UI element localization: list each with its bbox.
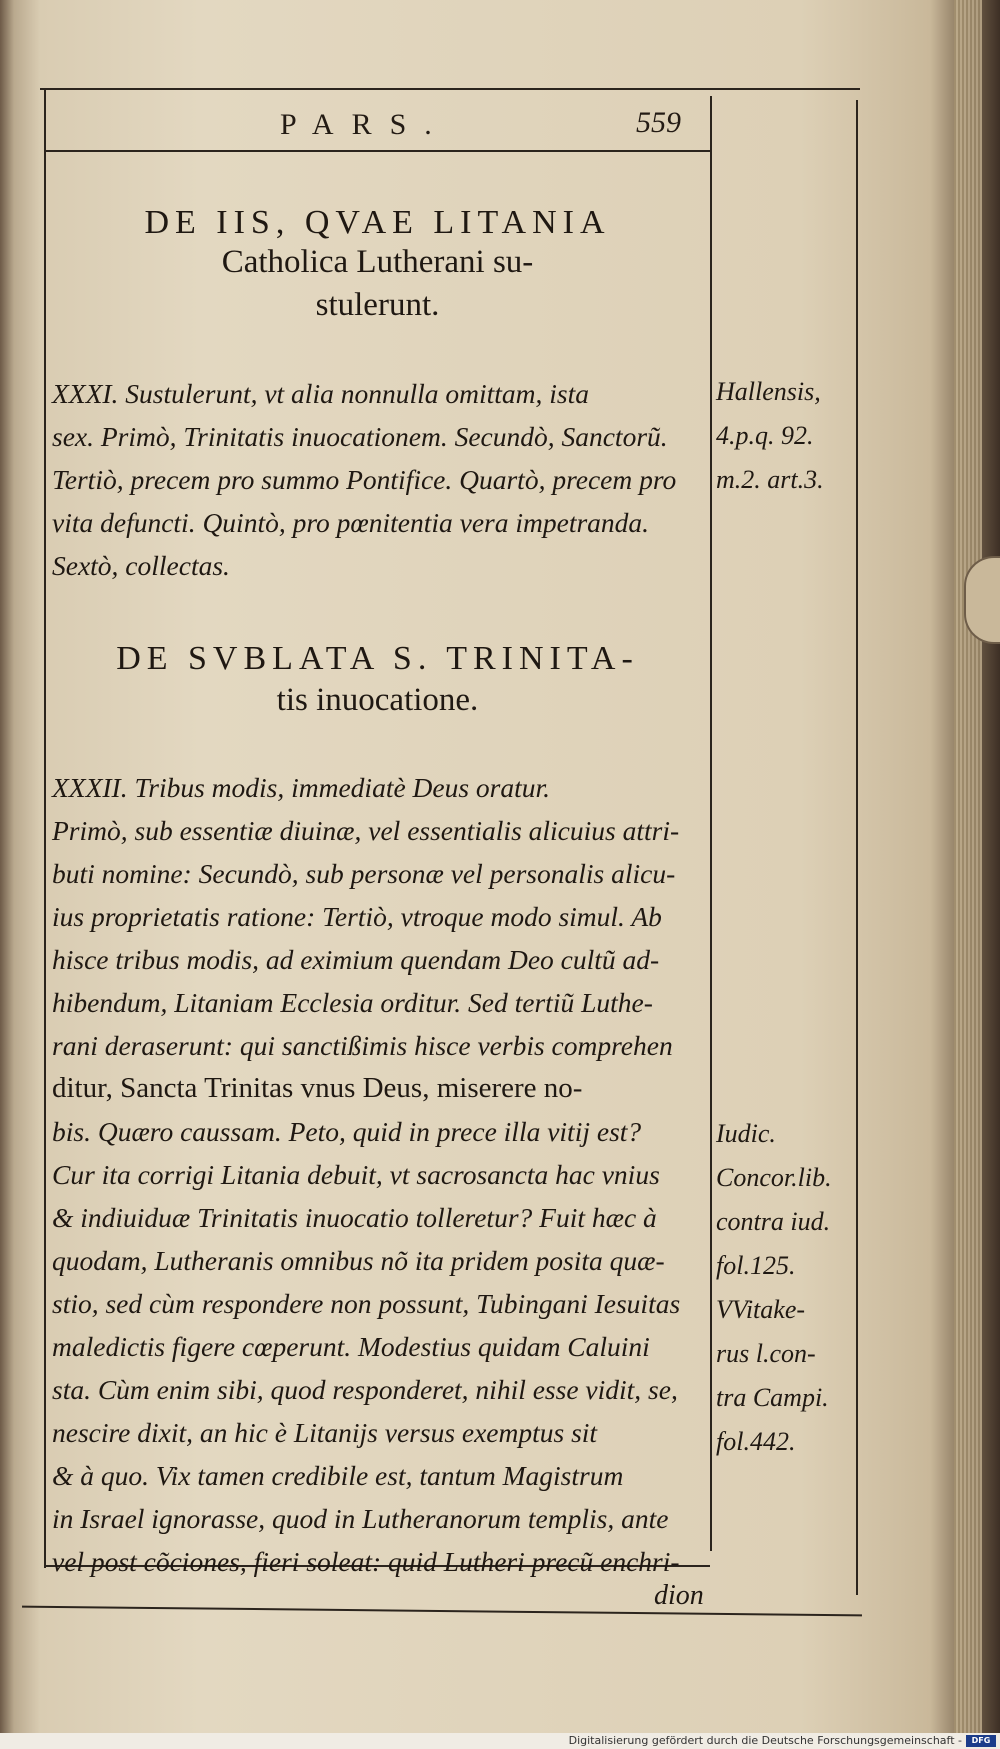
footer-bar bbox=[0, 1733, 1000, 1749]
text-line: stio, sed cùm respondere non possunt, Tubingani Iesuitas bbox=[52, 1288, 681, 1319]
heading-1-line3: stulerunt. bbox=[315, 287, 440, 323]
text-line: vel post cõciones, fieri soleat: quid Lutheri precũ enchri- bbox=[52, 1546, 680, 1577]
frame-rule-right bbox=[856, 100, 858, 1595]
margin-line: VVitake- bbox=[716, 1295, 806, 1324]
margin-line: fol.125. bbox=[716, 1251, 796, 1280]
text-line: XXXI. Sustulerunt, vt alia nonnulla omittam, ista bbox=[52, 378, 589, 409]
text-line: Sextò, collectas. bbox=[52, 550, 230, 581]
margin-line: 4.p.q. 92. bbox=[716, 421, 814, 450]
book-clasp bbox=[964, 556, 1000, 644]
text-line: Cur ita corrigi Litania debuit, vt sacrosancta hac vnius bbox=[52, 1159, 660, 1190]
page-number: 559 bbox=[636, 106, 681, 139]
paragraph-xxxii bbox=[52, 766, 702, 1583]
page-edges bbox=[954, 0, 982, 1749]
frame-rule-outer-bottom bbox=[22, 1606, 862, 1617]
catchword: dion bbox=[654, 1580, 704, 1611]
margin-note-1 bbox=[716, 370, 856, 502]
margin-line: m.2. art.3. bbox=[716, 465, 824, 494]
footer-credit: Digitalisierung gefördert durch die Deutsche Forschungsgemeinschaft - bbox=[568, 1734, 962, 1747]
frame-rule-top bbox=[40, 88, 860, 90]
dfg-logo: DFG bbox=[966, 1735, 996, 1747]
text-line: bis. Quæro caussam. Peto, quid in prece illa vitij est? bbox=[52, 1116, 642, 1147]
margin-line: Hallensis, bbox=[716, 377, 821, 406]
heading-1-line2: Catholica Lutherani su- bbox=[221, 244, 534, 280]
heading-2-caps: DE SVBLATA S. TRINITA- bbox=[116, 640, 639, 677]
section-heading-2 bbox=[50, 640, 705, 719]
text-line: quodam, Lutheranis omnibus nõ ita pridem posita quæ- bbox=[52, 1245, 665, 1276]
margin-line: fol.442. bbox=[716, 1427, 796, 1456]
text-line: Primò, sub essentiæ diuinæ, vel essentialis alicuius attri- bbox=[52, 815, 680, 846]
text-line: XXXII. Tribus modis, immediatè Deus oratur. bbox=[52, 772, 551, 803]
section-heading-1 bbox=[50, 204, 705, 324]
text-line: rani deraserunt: qui sanctißimis hisce verbis comprehen bbox=[52, 1030, 673, 1061]
header-rule bbox=[46, 150, 710, 152]
frame-rule-margin bbox=[710, 96, 712, 1551]
margin-line: Iudic. bbox=[716, 1119, 776, 1148]
text-line: ditur, Sancta Trinitas vnus Deus, miserere no- bbox=[52, 1072, 583, 1104]
text-line: sex. Primò, Trinitatis inuocationem. Secundò, Sanctorũ. bbox=[52, 421, 668, 452]
heading-2-line2: tis inuocatione. bbox=[276, 682, 479, 718]
frame-rule-left bbox=[44, 88, 46, 1568]
text-line: nescire dixit, an hic è Litanijs versus exemptus sit bbox=[52, 1417, 598, 1448]
text-line: sta. Cùm enim sibi, quod responderet, nihil esse vidit, se, bbox=[52, 1374, 678, 1405]
text-line: hisce tribus modis, ad eximium quendam Deo cultũ ad- bbox=[52, 944, 660, 975]
running-title: PARS. bbox=[280, 108, 450, 141]
margin-line: tra Campi. bbox=[716, 1383, 829, 1412]
paragraph-xxxi bbox=[52, 372, 702, 587]
margin-note-2 bbox=[716, 1112, 856, 1464]
text-line: Tertiò, precem pro summo Pontifice. Quartò, precem pro bbox=[52, 464, 677, 495]
margin-line: rus l.con- bbox=[716, 1339, 816, 1368]
text-line: hibendum, Litaniam Ecclesia orditur. Sed tertiũ Luthe- bbox=[52, 987, 653, 1018]
text-line: & indiuiduæ Trinitatis inuocatio tolleretur? Fuit hæc à bbox=[52, 1202, 657, 1233]
text-line: in Israel ignorasse, quod in Lutheranorum templis, ante bbox=[52, 1503, 669, 1534]
text-line: vita defuncti. Quintò, pro pœnitentia vera impetranda. bbox=[52, 507, 650, 538]
text-line: buti nomine: Secundò, sub personæ vel personalis alicu- bbox=[52, 858, 676, 889]
text-line: maledictis figere cœperunt. Modestius quidam Caluini bbox=[52, 1331, 650, 1362]
text-line: & à quo. Vix tamen credibile est, tantum Magistrum bbox=[52, 1460, 624, 1491]
text-line: ius proprietatis ratione: Tertiò, vtroque modo simul. Ab bbox=[52, 901, 662, 932]
margin-line: contra iud. bbox=[716, 1207, 831, 1236]
heading-1-caps: DE IIS, QVAE LITANIA bbox=[144, 204, 611, 241]
margin-line: Concor.lib. bbox=[716, 1163, 832, 1192]
